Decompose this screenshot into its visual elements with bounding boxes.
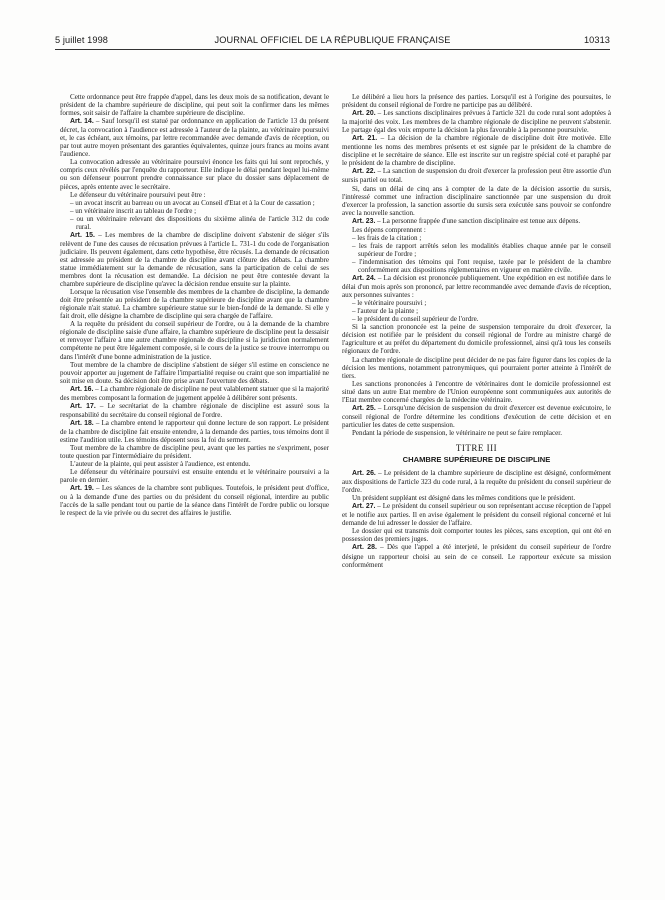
paragraph: Si, dans un délai de cinq ans à compter de la date de la décision assortie du sursis, l'intéressé commet une infraction disciplinaire sanctionnée par une suspension du droit d'exercer la profession, la sanction assortie du sursis sera exécutée sans pouvoir se confondre avec la nouvelle sanction. xyxy=(342,184,611,217)
article-paragraph: Art. 20. – Les sanctions disciplinaires prévues à l'article 321 du code rural sont adoptées à la majorité des voix. Les membres de la chambre régionale de discipline ne peuvent s'abstenir. Le partage égal des voix emporte la décision la plus favorable à la personne poursuivie. xyxy=(342,109,611,135)
list-item: – le vétérinaire poursuivi ; xyxy=(342,299,611,307)
article-text: Le président de la chambre supérieure de discipline est désigné, conformément aux dispositions de l'article 323 du code rural, à la requête du président du conseil supérieur de l'ordre. xyxy=(342,469,611,495)
paragraph: Si la sanction prononcée est la peine de suspension temporaire du droit d'exercer, la décision est notifiée par le président du conseil régional de l'ordre au ministre chargé de l'agriculture et au préfet du département du domicile professionnel, ainsi qu'à tous les conseils régionaux de l'ordre. xyxy=(342,323,611,356)
paragraph: Le défenseur du vétérinaire poursuivi est ensuite entendu et le vétérinaire poursuivi a la parole en dernier. xyxy=(60,468,329,485)
dash-list xyxy=(342,299,611,323)
page-header xyxy=(55,35,610,49)
list-item: – l'indemnisation des témoins qui l'ont requise, taxée par le président de la chambre conformément aux dispositions réglementaires en vigueur en matière civile. xyxy=(342,258,611,274)
article-label: Art. 18. xyxy=(70,419,94,427)
paragraph: Le défenseur du vétérinaire poursuivi peut être : xyxy=(70,190,206,199)
article-text: Lorsqu'une décision de suspension du droit d'exercer est devenue exécutoire, le conseil régional de l'ordre détermine les conditions d'exécution de cette décision et en particulier les dates de cette suspension. xyxy=(342,403,612,429)
article-label: Art. 17. xyxy=(70,402,96,410)
article-text: Les séances de la chambre sont publiques. Toutefois, le président peut d'office, ou à la demande d'une des parties ou du président du conseil régional, interdire au public l'accès de la salle pendant tout ou partie de la séance dans l'intérêt de l'ordre public ou lorsque le respect de la vie privée ou du secret des affaires le justifie. xyxy=(60,484,329,518)
paragraph: La chambre régionale de discipline peut décider de ne pas faire figurer dans les copies de la décision les mentions, notamment patronymiques, qui pourraient porter atteinte à l'intérêt de tiers. xyxy=(342,355,611,380)
article-text: Les membres de la chambre de discipline doivent s'abstenir de siéger s'ils relèvent de l'une des causes de récusation prévues à l'article L. 731-1 du code de l'organisation judiciaire. Ils peuvent également, dans cette hypothèse, être récusés. La demande de récusation est adressée au président de la chambre de discipline avant clôture des débats. La chambre statue immédiatement sur la demande de récusation, sans la participation de celui de ses membres dont la récusation est demandée. La décision ne peut être contestée devant la chambre supérieure de discipline qu'avec la décision rendue ensuite sur la plainte. xyxy=(60,230,329,289)
article-paragraph: Art. 26. – Le président de la chambre supérieure de discipline est désigné, conformément aux dispositions de l'article 323 du code rural, à la requête du président du conseil supérieur de l'ordre. xyxy=(342,469,611,495)
article-text: La chambre régionale de discipline ne peut valablement statuer que si la majorité des membres composant la formation de jugement appelée à délibérer sont présents. xyxy=(60,384,330,402)
section-title: TITRE III xyxy=(455,442,498,453)
paragraph: L'auteur de la plainte, qui peut assister à l'audience, est entendu. xyxy=(70,460,251,469)
article-text: Sauf lorsqu'il est statué par ordonnance en application de l'article 13 du présent décret, la convocation à l'audience est adressée à l'auteur de la plainte, au vétérinaire poursuivi et, le cas échéant, aux témoins, par lettre recommandée avec demande d'avis de réception, ou par tout autre moyen présentant des garanties équivalentes, quinze jours francs au moins avant l'audience. xyxy=(60,117,329,159)
article-paragraph: Art. 17. – Le secrétariat de la chambre régionale de discipline est assuré sous la responsabilité du secrétaire du conseil régional de l'ordre. xyxy=(60,401,330,419)
list-item: – un vétérinaire inscrit au tableau de l'ordre ; xyxy=(60,207,329,215)
article-label: Art. 14. xyxy=(70,118,94,126)
article-text: La personne frappée d'une sanction disciplinaire est tenue aux dépens. xyxy=(382,216,581,225)
article-text: La sanction de suspension du droit d'exercer la profession peut être assortie d'un sursis partiel ou total. xyxy=(342,167,611,185)
article-text: Le secrétariat de la chambre régionale de discipline est assuré sous la responsabilité du secrétaire du conseil régional de l'ordre. xyxy=(60,401,330,419)
article-label: Art. 20. xyxy=(352,110,376,118)
paragraph: Les dépens comprennent : xyxy=(352,225,426,234)
article-paragraph: Art. 16. – La chambre régionale de discipline ne peut valablement statuer que si la majorité des membres composant la formation de jugement appelée à délibérer sont présents. xyxy=(60,384,330,402)
article-paragraph: Art. 14. – Sauf lorsqu'il est statué par ordonnance en application de l'article 13 du présent décret, la convocation à l'audience est adressée à l'auteur de la plainte, au vétérinaire poursuivi et, le cas échéant, aux témoins, par lettre recommandée avec demande d'avis de réception, ou par tout autre moyen présentant des garanties équivalentes, quinze jours francs au moins avant l'audience. xyxy=(60,117,329,159)
left-column xyxy=(60,93,329,517)
article-text: Dès que l'appel a été interjeté, le président du conseil supérieur de l'ordre désigne un rapporteur choisi au sein de ce conseil. Le rapporteur exécute sa mission conformément xyxy=(342,543,611,569)
paragraph: Le délibéré a lieu hors la présence des parties. Lorsqu'il est à l'origine des poursuites, le président du conseil régional de l'ordre ne participe pas au délibéré. xyxy=(342,93,611,110)
article-paragraph: Art. 22. – La sanction de suspension du droit d'exercer la profession peut être assortie d'un sursis partiel ou total. xyxy=(342,167,611,185)
article-label: Art. 26. xyxy=(352,470,376,478)
article-label: Art. 24. xyxy=(352,275,376,283)
article-text: Les sanctions disciplinaires prévues à l'article 321 du code rural sont adoptées à la majorité des voix. Les membres de la chambre régionale de discipline ne peuvent s'abstenir. Le partage égal des voix emporte la décision la plus favorable à la personne poursuivie. xyxy=(342,109,611,135)
article-text: La décision de la chambre régionale de discipline doit être motivée. Elle mentionne les noms des membres présents et est signée par le président de la chambre de discipline et le secrétaire de séance. Elle est inscrite sur un registre spécial coté et paraphé par le président de la chambre de discipline. xyxy=(342,134,611,168)
article-text: La chambre entend le rapporteur qui donne lecture de son rapport. Le président de la chambre de discipline fait ensuite entendre, à la demande des parties, tous témoins dont il estime l'audition utile. Les témoins déposent sous la foi du serment. xyxy=(60,418,329,444)
right-column xyxy=(342,93,611,569)
paragraph: Lorsque la récusation vise l'ensemble des membres de la chambre de discipline, la demande doit être présentée au président de la chambre supérieure de discipline avant que la chambre régionale n'ait statué. La chambre supérieure statue sur le bien-fondé de la demande. Si elle y fait droit, elle désigne la chambre de discipline qui sera chargée de l'affaire. xyxy=(60,288,329,321)
paragraph: La convocation adressée au vétérinaire poursuivi énonce les faits qui lui sont reprochés, y compris ceux révélés par l'enquête du rapporteur. Elle indique le délai pendant lequel lui-même ou son défenseur pourront prendre connaissance sur place du dossier sans déplacement de pièces, après entente avec le secrétaire. xyxy=(60,158,329,191)
list-item: – un avocat inscrit au barreau ou un avocat au Conseil d'Etat et à la Cour de cassation ; xyxy=(60,199,329,207)
article-label: Art. 23. xyxy=(352,217,376,225)
header-date: 5 juillet 1998 xyxy=(55,35,108,45)
article-paragraph: Art. 21. – La décision de la chambre régionale de discipline doit être motivée. Elle mentionne les noms des membres présents et est signée par le président de la chambre de discipline et le secrétaire de séance. Elle est inscrite sur un registre spécial coté et paraphé par le président de la chambre de discipline. xyxy=(342,134,611,168)
article-label: Art. 15. xyxy=(70,231,95,239)
paragraph: Pendant la période de suspension, le vétérinaire ne peut se faire remplacer. xyxy=(352,428,562,437)
dash-list xyxy=(342,234,611,274)
header-rule xyxy=(55,49,610,50)
article-label: Art. 19. xyxy=(70,485,94,493)
list-item: – les frais de rapport arrêtés selon les modalités établies chaque année par le conseil supérieur de l'ordre ; xyxy=(342,242,611,258)
section-subtitle: CHAMBRE SUPÉRIEURE DE DISCIPLINE xyxy=(402,455,551,465)
header-page-number: 10313 xyxy=(583,35,610,45)
article-label: Art. 22. xyxy=(352,168,376,176)
dash-list xyxy=(60,199,329,231)
paragraph: Cette ordonnance peut être frappée d'appel, dans les deux mois de sa notification, devant le président de la chambre supérieure de discipline, qui peut soit la confirmer dans les mêmes formes, soit saisir de l'affaire la chambre supérieure de discipline. xyxy=(60,93,329,118)
header-journal-title: JOURNAL OFFICIEL DE LA RÉPUBLIQUE FRANÇAISE xyxy=(214,35,451,45)
article-paragraph: Art. 19. – Les séances de la chambre sont publiques. Toutefois, le président peut d'office, ou à la demande d'une des parties ou du président du conseil régional, interdire au public l'accès de la salle pendant tout ou partie de la séance dans l'intérêt de l'ordre public ou lorsque le respect de la vie privée ou du secret des affaires le justifie. xyxy=(60,484,329,518)
article-text: La décision est prononcée publiquement. Une expédition en est notifiée dans le délai d'un mois après son prononcé, par lettre recommandée avec demande d'avis de réception, aux personnes suivantes : xyxy=(342,274,611,300)
article-label: Art. 28. xyxy=(352,544,377,552)
article-label: Art. 25. xyxy=(352,404,376,412)
paragraph: Tout membre de la chambre de discipline peut, avant que les parties ne s'expriment, poser toute question par l'intermédiaire du président. xyxy=(60,444,329,461)
list-item: – l'auteur de la plainte ; xyxy=(342,307,611,315)
paragraph: Tout membre de la chambre de discipline s'abstient de siéger s'il estime en conscience ne pouvoir apporter au jugement de l'affaire l'impartialité requise ou craint que son impartialité ne soit mise en doute. Sa décision doit être prise avant l'ouverture des débats. xyxy=(60,360,329,385)
paragraph: Le dossier qui est transmis doit comporter toutes les pièces, sans exception, qui ont été en possession des premiers juges. xyxy=(342,527,611,544)
article-paragraph: Art. 25. – Lorsqu'une décision de suspension du droit d'exercer est devenue exécutoire, le conseil régional de l'ordre détermine les conditions d'exécution de cette décision et en particulier les dates de cette suspension. xyxy=(342,403,612,429)
article-paragraph: Art. 27. – Le président du conseil supérieur ou son représentant accuse réception de l'appel et le notifie aux parties. Il en avise également le président du conseil régional concerné et lui demande de lui adresser le dossier de l'affaire. xyxy=(342,502,611,528)
article-paragraph: Art. 18. – La chambre entend le rapporteur qui donne lecture de son rapport. Le président de la chambre de discipline fait ensuite entendre, à la demande des parties, tous témoins dont il estime l'audition utile. Les témoins déposent sous la foi du serment. xyxy=(60,418,329,444)
paragraph: Les sanctions prononcées à l'encontre de vétérinaires dont le domicile professionnel est situé dans un autre Etat membre de l'Union européenne sont communiquées aux autorités de l'Etat membre concerné chargées de la médecine vétérinaire. xyxy=(342,379,611,404)
list-item: – ou un vétérinaire relevant des dispositions du sixième alinéa de l'article 312 du code rural. xyxy=(60,215,329,231)
paragraph: A la requête du président du conseil supérieur de l'ordre, ou à la demande de la chambre régionale de discipline saisie d'une affaire, la chambre supérieure de discipline peut la dessaisir et renvoyer l'affaire à une autre chambre régionale de discipline si la juridiction normalement compétente ne peut être légalement composée, si le cours de la justice se trouve interrompu ou dans l'intérêt d'une bonne administration de la justice. xyxy=(60,320,329,361)
paragraph: Un président suppléant est désigné dans les mêmes conditions que le président. xyxy=(352,494,576,503)
article-label: Art. 16. xyxy=(70,385,94,393)
article-paragraph: Art. 15. – Les membres de la chambre de discipline doivent s'abstenir de siéger s'ils relèvent de l'une des causes de récusation prévues à l'article L. 731-1 du code de l'organisation judiciaire. Ils peuvent également, dans cette hypothèse, être récusés. La demande de récusation est adressée au président de la chambre de discipline avant clôture des débats. La chambre statue immédiatement sur la demande de récusation, sans la participation de celui de ses membres dont la récusation est demandée. La décision ne peut être contestée devant la chambre supérieure de discipline qu'avec la décision rendue ensuite sur la plainte. xyxy=(60,230,329,289)
list-item: – les frais de la citation ; xyxy=(342,234,611,242)
article-label: Art. 27. xyxy=(352,503,376,511)
article-paragraph: Art. 24. – La décision est prononcée publiquement. Une expédition en est notifiée dans le délai d'un mois après son prononcé, par lettre recommandée avec demande d'avis de réception, aux personnes suivantes : xyxy=(342,274,611,300)
list-item: – le président du conseil supérieur de l'ordre. xyxy=(342,315,611,323)
article-paragraph: Art. 28. – Dès que l'appel a été interjeté, le président du conseil supérieur de l'ordre désigne un rapporteur choisi au sein de ce conseil. Le rapporteur exécute sa mission conformément xyxy=(342,543,611,569)
article-label: Art. 21. xyxy=(352,135,378,143)
article-text: Le président du conseil supérieur ou son représentant accuse réception de l'appel et le notifie aux parties. Il en avise également le président du conseil régional concerné et lui demande de lui adresser le dossier de l'affaire. xyxy=(342,502,611,528)
article-paragraph: Art. 23. – La personne frappée d'une sanction disciplinaire est tenue aux dépens. xyxy=(352,216,581,225)
